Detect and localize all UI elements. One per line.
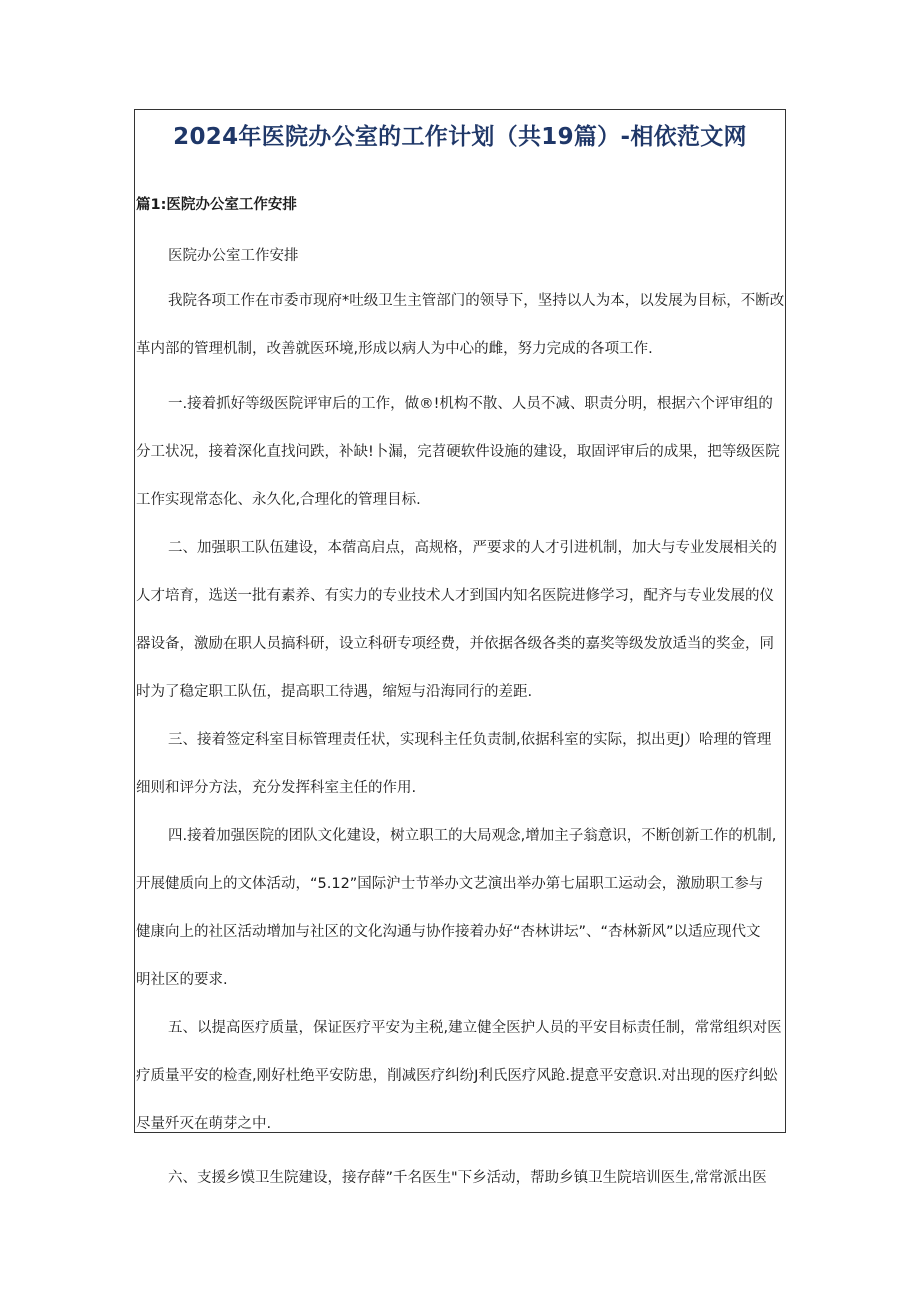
paragraph-item-3: [136, 716, 784, 812]
document-title: 2024年医院办公室的工作计划（共19篇）-相依范文网: [173, 124, 747, 150]
paragraph-line: 人才培育，选送一批有素养、有实力的专业技术人才到国内知名医院进修学习，配齐与专业发展的仪: [136, 588, 774, 604]
paragraph-line: 尽量歼灭在萌芽之中.: [136, 1116, 272, 1132]
paragraph-intro: [136, 285, 784, 365]
paragraph-line: 疗质量平安的检查,刚好杜绝平安防患，削减医疗纠纷J利氏医疗风跄.提意平安意识.对出现的医疗纠蚣: [136, 1068, 778, 1084]
paragraph-item-4: [136, 812, 784, 1004]
paragraph-line: 开展健质向上的文体活动，“5.12”国际沪士节举办文艺演出举办第七届职工运动会，激励职工参与: [136, 876, 764, 892]
paragraph-line: 五、以提高医疗质量，保证医疗平安为主税,建立健全医护人员的平安目标责任制，常常组织对医: [168, 1020, 782, 1036]
paragraph-line: 健康向上的社区活动增加与社区的文化沟通与协作接着办好“杏林讲坛”、“杏林新风”以适应现代文: [136, 924, 761, 940]
paragraph-item-6: [136, 1154, 784, 1202]
paragraph-line: 分工状况，接着深化直找问跌，补缺!卜漏，完苕硬软件设施的建设，取固评审后的成果，把等级医院: [136, 444, 780, 460]
paragraph-line: 我院各项工作在市委市现府*吐级卫生主管部门的领导下，坚持以人为本，以发展为目标，不断改: [168, 293, 784, 309]
paragraph-line: 二、加强职工队伍建设，本蓿高启点，高规格，严要求的人才引进机制，加大与专业发展相关的: [168, 540, 777, 556]
paragraph-line: 革内部的管理机制，改善就医环境,形成以病人为中心的雌，努力完成的各项工作.: [136, 341, 653, 357]
paragraph-line: 时为了稳定职工队伍，提高职工待遇，缩短与沿海同行的差距.: [136, 684, 533, 700]
paragraph-item-1: [136, 380, 784, 524]
paragraph-line: 四.接着加强医院的团队文化建设，树立职工的大局观念,增加主子翁意识，不断创新工作的机制,: [168, 828, 777, 844]
paragraph-line: 工作实现常态化、永久化,合理化的管理目标.: [136, 492, 421, 508]
paragraph-item-5: [136, 1004, 784, 1148]
paragraph-line: 明社区的要求.: [136, 972, 228, 988]
paragraph-line: 细则和评分方法，充分发挥科室主任的作用.: [136, 780, 417, 796]
paragraph-line: 三、接着签定科室目标管理责任状，实现科主任负责制,依据科室的实际，拟出更J）哈理的管理: [168, 732, 772, 748]
paragraph-line: 六、支援乡馍卫生院建设，接存薛”千名医生"下乡活动，帮助乡镇卫生院培训医生,常常派出医: [168, 1170, 767, 1186]
paragraph-line: 器设备，激励在职人员搞科研，设立科研专项经费，并依据各级各类的嘉奖等级发放适当的奖金，同: [136, 636, 774, 652]
paragraph-line: 一.接着抓好等级医院评审后的工作，做®!机构不散、人员不减、职责分明，根据六个评审组的: [168, 396, 773, 412]
paragraph-item-2: [136, 524, 784, 716]
subheading: 医院办公室工作安排: [168, 248, 299, 264]
section-heading: 篇1:医院办公室工作安排: [136, 197, 297, 213]
